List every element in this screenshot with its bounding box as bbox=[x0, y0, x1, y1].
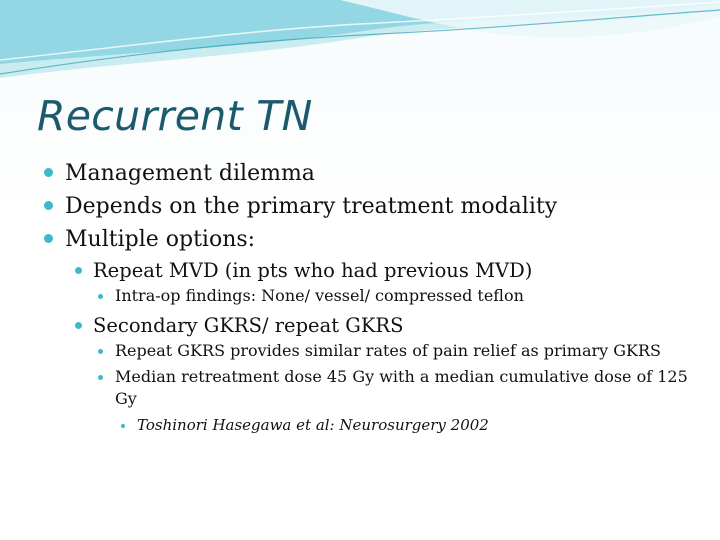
bullet-dot-icon bbox=[98, 375, 103, 380]
detail-bullet-item bbox=[44, 340, 694, 362]
bullet-dot-icon bbox=[121, 424, 125, 428]
bullet-dot-icon bbox=[44, 234, 53, 243]
sub-bullet-text: Secondary GKRS/ repeat GKRS bbox=[93, 314, 404, 337]
bullet-text: Multiple options: bbox=[65, 227, 256, 252]
bullet-dot-icon bbox=[44, 168, 53, 177]
bullet-dot-icon bbox=[44, 201, 53, 210]
bullet-item bbox=[44, 157, 694, 190]
sub-bullet-item bbox=[44, 311, 694, 340]
bullet-item bbox=[44, 223, 694, 256]
bullet-dot-icon bbox=[75, 322, 82, 329]
header-wave-decoration bbox=[0, 0, 720, 90]
detail-bullet-text: Intra-op findings: None/ vessel/ compressed teflon bbox=[115, 286, 524, 305]
detail-bullet-item bbox=[44, 285, 694, 307]
bullet-text: Management dilemma bbox=[65, 161, 315, 186]
slide-title: Recurrent TN bbox=[37, 92, 313, 140]
bullet-dot-icon bbox=[98, 349, 103, 354]
citation-bullet-item bbox=[44, 414, 694, 436]
citation-text: Toshinori Hasegawa et al: Neurosurgery 2002 bbox=[137, 416, 489, 434]
bullet-list bbox=[44, 157, 694, 436]
detail-bullet-text: Repeat GKRS provides similar rates of pain relief as primary GKRS bbox=[115, 341, 662, 360]
sub-bullet-text: Repeat MVD (in pts who had previous MVD) bbox=[93, 259, 533, 282]
bullet-dot-icon bbox=[98, 294, 103, 299]
detail-bullet-item bbox=[44, 366, 694, 410]
bullet-dot-icon bbox=[75, 267, 82, 274]
bullet-item bbox=[44, 190, 694, 223]
detail-bullet-text: Median retreatment dose 45 Gy with a median cumulative dose of 125 Gy bbox=[115, 367, 688, 408]
bullet-text: Depends on the primary treatment modality bbox=[65, 194, 558, 219]
sub-bullet-item bbox=[44, 256, 694, 285]
